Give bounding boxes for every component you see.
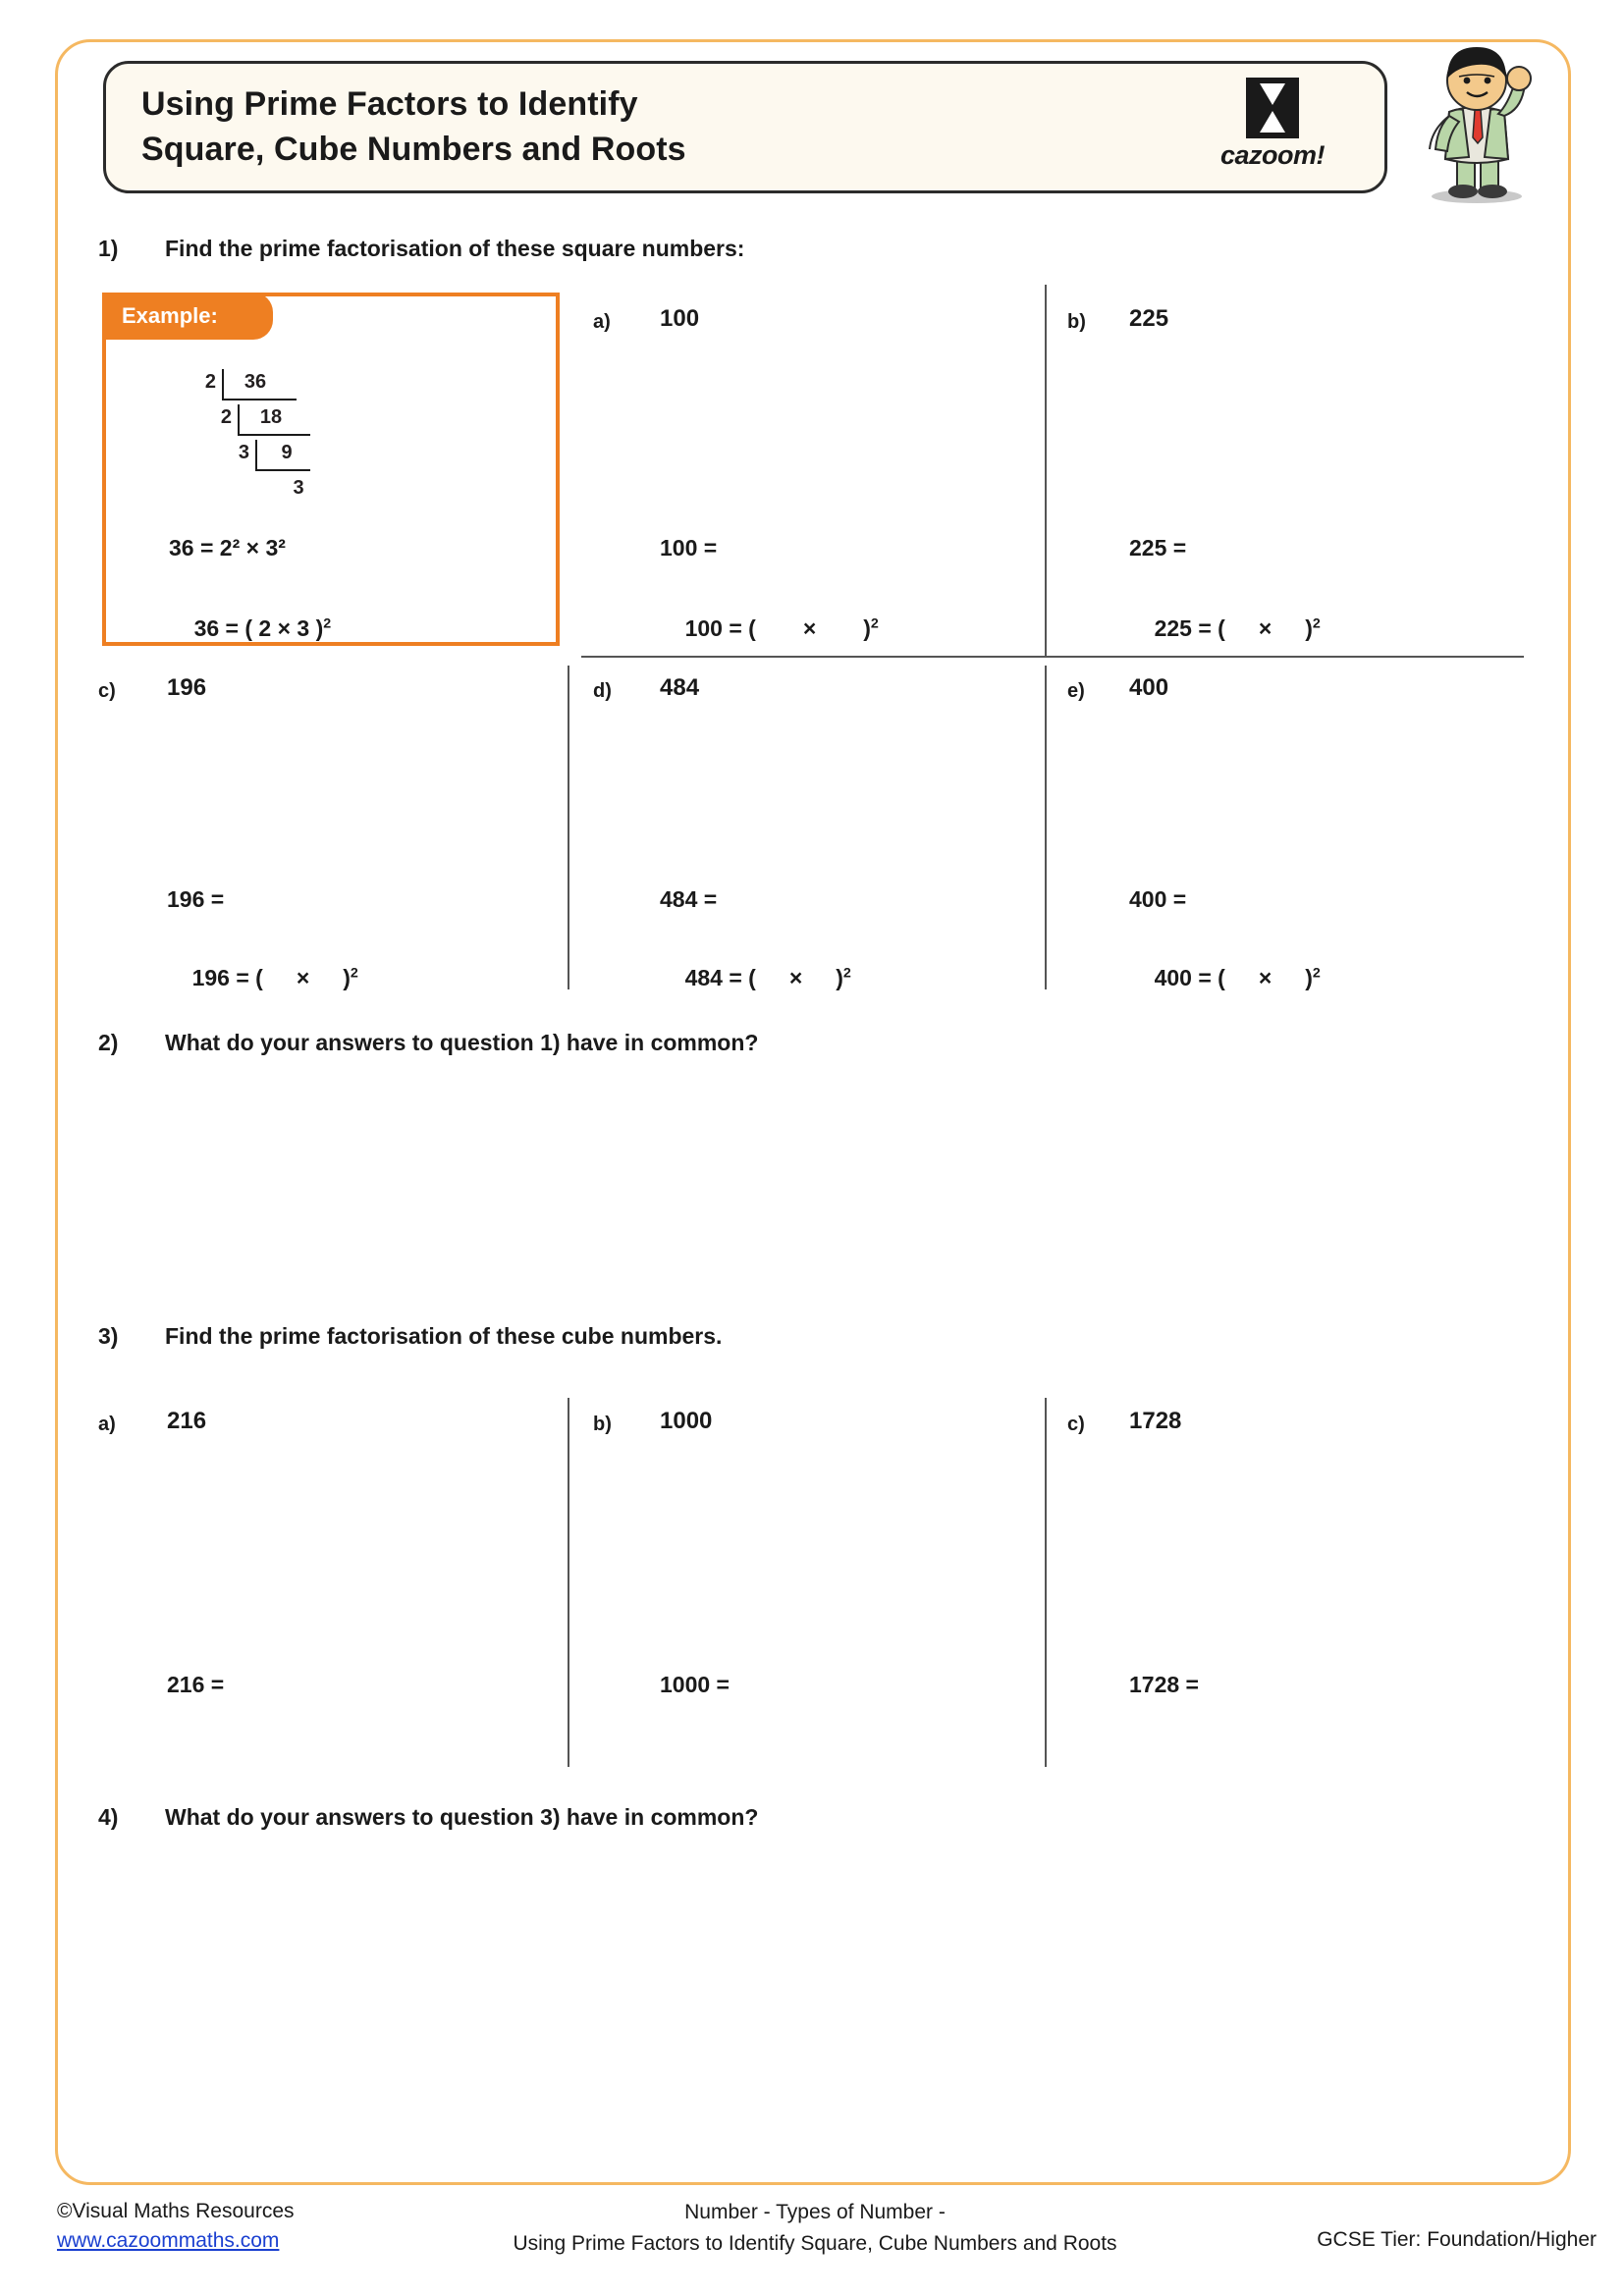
ladder-quotient-18: 18 [259, 406, 283, 428]
answer-3a-line1: 216 = [167, 1672, 225, 1697]
answer-1e-line1: 400 = [1129, 886, 1187, 912]
part-number-3b: 1000 [660, 1408, 713, 1434]
answer-1e-sup: 2 [1312, 965, 1321, 982]
answer-1d-line2 [660, 938, 851, 1018]
ladder-line-v2 [238, 404, 240, 434]
page-title-line1: Using Prime Factors to Identify [141, 85, 638, 123]
ladder-line-h3 [255, 469, 310, 471]
answer-1d-close: ) [836, 965, 843, 990]
part-label-3b: b) [593, 1414, 612, 1435]
answer-1d-times: × [788, 965, 803, 990]
example-result-line1: 36 = 2² × 3² [169, 535, 286, 561]
divider-v-q1-row2-right [1045, 666, 1047, 989]
example-result-line2-text: 36 = ( 2 × 3 ) [193, 615, 324, 641]
answer-3b-line1: 1000 = [660, 1672, 730, 1697]
part-number-1e: 400 [1129, 674, 1169, 701]
divider-h-q1 [581, 656, 1524, 658]
answer-1e-prefix: 400 = ( [1154, 965, 1225, 990]
student-mascot-icon [1404, 39, 1549, 206]
answer-1b-line1: 225 = [1129, 535, 1187, 561]
page-title [141, 81, 1172, 172]
answer-1b-times: × [1258, 615, 1272, 641]
answer-1a-sup: 2 [870, 615, 879, 632]
footer-website-link[interactable]: www.cazoommaths.com [57, 2229, 280, 2252]
part-number-1a: 100 [660, 305, 700, 332]
part-label-1c: c) [98, 680, 116, 702]
page-footer [0, 2197, 1624, 2296]
answer-1a-prefix: 100 = ( [684, 615, 756, 641]
title-box [103, 61, 1387, 193]
question-1-text: Find the prime factorisation of these square numbers: [165, 236, 745, 261]
answer-1a-line1: 100 = [660, 535, 718, 561]
part-label-3c: c) [1067, 1414, 1085, 1435]
ladder-line-v1 [222, 369, 224, 399]
answer-1e-times: × [1258, 965, 1272, 990]
example-tab [102, 293, 273, 340]
answer-1a-times: × [802, 615, 817, 641]
answer-1c-prefix: 196 = ( [191, 965, 263, 990]
part-number-1d: 484 [660, 674, 700, 701]
answer-1c-times: × [296, 965, 310, 990]
question-1-number: 1) [98, 236, 119, 261]
answer-1d-line1: 484 = [660, 886, 718, 912]
ladder-divisor-2: 2 [220, 406, 232, 428]
part-number-3c: 1728 [1129, 1408, 1182, 1434]
answer-1b-close: ) [1305, 615, 1313, 641]
logo-wordmark: cazoom! [1219, 140, 1326, 170]
question-3-text: Find the prime factorisation of these cube numbers. [165, 1323, 723, 1349]
cazoom-logo [1194, 78, 1351, 182]
part-number-1c: 196 [167, 674, 207, 701]
page-title-line2: Square, Cube Numbers and Roots [141, 131, 686, 168]
ladder-line-v3 [255, 440, 257, 469]
answer-1a-close: ) [863, 615, 871, 641]
question-2-number: 2) [98, 1030, 119, 1055]
part-label-3a: a) [98, 1414, 116, 1435]
answer-1b-sup: 2 [1312, 615, 1321, 632]
ladder-divisor-3: 3 [238, 442, 249, 463]
answer-1d-prefix: 484 = ( [684, 965, 756, 990]
ladder-quotient-36: 36 [244, 371, 267, 393]
divider-v-q1-row2-left [568, 666, 569, 989]
part-number-1b: 225 [1129, 305, 1169, 332]
question-2-text: What do your answers to question 1) have in common? [165, 1030, 759, 1055]
ladder-quotient-9: 9 [281, 442, 293, 463]
answer-1c-line2 [167, 938, 358, 1018]
footer-tier: GCSE Tier: Foundation/Higher [1317, 2228, 1597, 2251]
footer-topic-line2: Using Prime Factors to Identify Square, Cube Numbers and Roots [513, 2232, 1117, 2255]
question-4-number: 4) [98, 1804, 119, 1830]
example-result-line2-sup: 2 [323, 615, 332, 632]
question-4-text: What do your answers to question 3) have in common? [165, 1804, 759, 1830]
ladder-divisor-1: 2 [204, 371, 216, 393]
footer-left [57, 2197, 295, 2256]
footer-copyright: ©Visual Maths Resources [57, 2200, 295, 2222]
answer-1c-close: ) [343, 965, 351, 990]
part-label-1e: e) [1067, 680, 1085, 702]
footer-topic-line1: Number - Types of Number - [684, 2201, 946, 2223]
prime-factor-ladder [175, 371, 371, 508]
divider-v-q3-left [568, 1398, 569, 1767]
answer-1d-sup: 2 [842, 965, 851, 982]
question-3-number: 3) [98, 1323, 119, 1349]
ladder-line-h1 [222, 399, 297, 400]
footer-center [393, 2197, 1237, 2260]
example-result-line2 [169, 589, 331, 668]
answer-1b-prefix: 225 = ( [1154, 615, 1225, 641]
part-label-1b: b) [1067, 311, 1086, 333]
answer-1c-line1: 196 = [167, 886, 225, 912]
answer-1e-close: ) [1305, 965, 1313, 990]
divider-v-q3-right [1045, 1398, 1047, 1767]
part-number-3a: 216 [167, 1408, 207, 1434]
ladder-line-h2 [238, 434, 310, 436]
answer-1c-sup: 2 [350, 965, 358, 982]
example-label: Example: [122, 303, 218, 328]
answer-1e-line2 [1129, 938, 1321, 1018]
part-label-1d: d) [593, 680, 612, 702]
answer-3c-line1: 1728 = [1129, 1672, 1199, 1697]
divider-v-q1-row1-left [1045, 285, 1047, 658]
part-label-1a: a) [593, 311, 611, 333]
hourglass-icon [1246, 78, 1299, 138]
ladder-final-3: 3 [293, 477, 304, 499]
